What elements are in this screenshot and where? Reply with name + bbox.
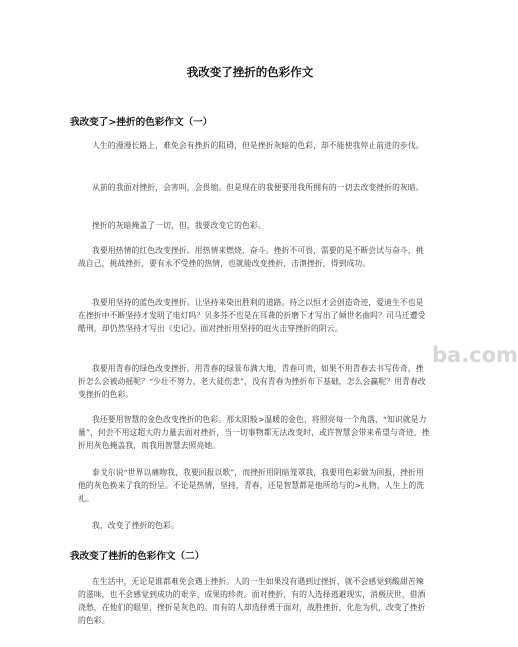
paragraph: 我，改变了挫折的色彩。 [92, 521, 179, 530]
document-title: 我改变了挫折的色彩作文 [186, 65, 314, 79]
section-heading-2: 我改变了挫折的色彩作文（二） [70, 551, 205, 562]
paragraph: 从前的我面对挫折，会害叫，会畏缩。但是现在的我便要用我所拥有的一切去改变挫折的灰暗。 [92, 183, 424, 192]
paragraph: 在生活中，无论是谁都难免会遇上挫折。人的一生如果没有遇到过挫折，就不会感觉到酸甜苦辣的滋味，也不会感觉到成功的艰辛、成果的珍贵。面对挫折，有的人选择逃避现实，消极厌世，借酒浇愁，在他们的眼里，挫折是灰色的。而有的人却选择勇于面对，战胜挫折，化危为机，改变了挫折的色彩。 [78, 577, 426, 625]
section-heading-1: 我改变了>挫折的色彩作文（一） [70, 117, 213, 128]
watermark: ba.com [432, 343, 518, 367]
paragraph: 泰戈尔说“世界以痛吻我，我要回报以歌”，而挫折用阴暗笼罩我，我要用色彩做为回报，挫折用他的灰色换来了我的纷呈。不论是热情，坚持，青春，还是智慧都是他所给与的>礼物，人生上的洗礼。 [78, 468, 425, 503]
paragraph: 我要用坚持的蓝色改变挫折。让坚持来染出胜利的道路。持之以恒才会创造奇迹，爱迪生不也是在挫折中不断坚持才发明了电灯吗？贝多芬不也是在耳聋的折磨下才写出了倾世名曲吗？司马迁遭受酷刑，却仍然坚持才写出《史记》。面对挫折用坚持的庭火击穿挫折的阴云。 [78, 298, 426, 333]
paragraph: 我还要用智慧的金色改变挫折的色彩。那太阳般>温暖的金色，将照亮每一个角落，“知识就是力量”，何尝不用这超大的力量去面对挫折，当一切事物都无法改变时，或许智慧会带来希望与奇迹，挫折用灰色掩盖我，而我用智慧去照亮她。 [78, 415, 430, 450]
paragraph: 我要用青春的绿色改变挫折，用青春的绿景布满大地，青春可贵，如果不用青春去书写传奇，挫折怎么会被动摇呢？“少壮不努力，老大徒伤悲”，没有青春为挫折布下基础，怎么会赢呢？用青春改变挫折的色彩。 [78, 364, 426, 399]
paragraph: 挫折的灰暗掩盖了一切，但，我要改变它的色彩。 [92, 221, 266, 230]
paragraph: 人生的漫漫长路上，难免会有挫折的阻碍，但是挫折灰暗的色彩，却不能使我停止前进的步伐。 [92, 141, 424, 150]
paragraph: 我要用热情的红色改变挫折。用热情来燃烧，奋斗。挫折不可畏，需要的是不断尝试与奋斗，挑战自己，挑战挫折，要有永不受挫的热情，也就能改变挫折，击溃挫折，得到成功。 [78, 246, 424, 268]
